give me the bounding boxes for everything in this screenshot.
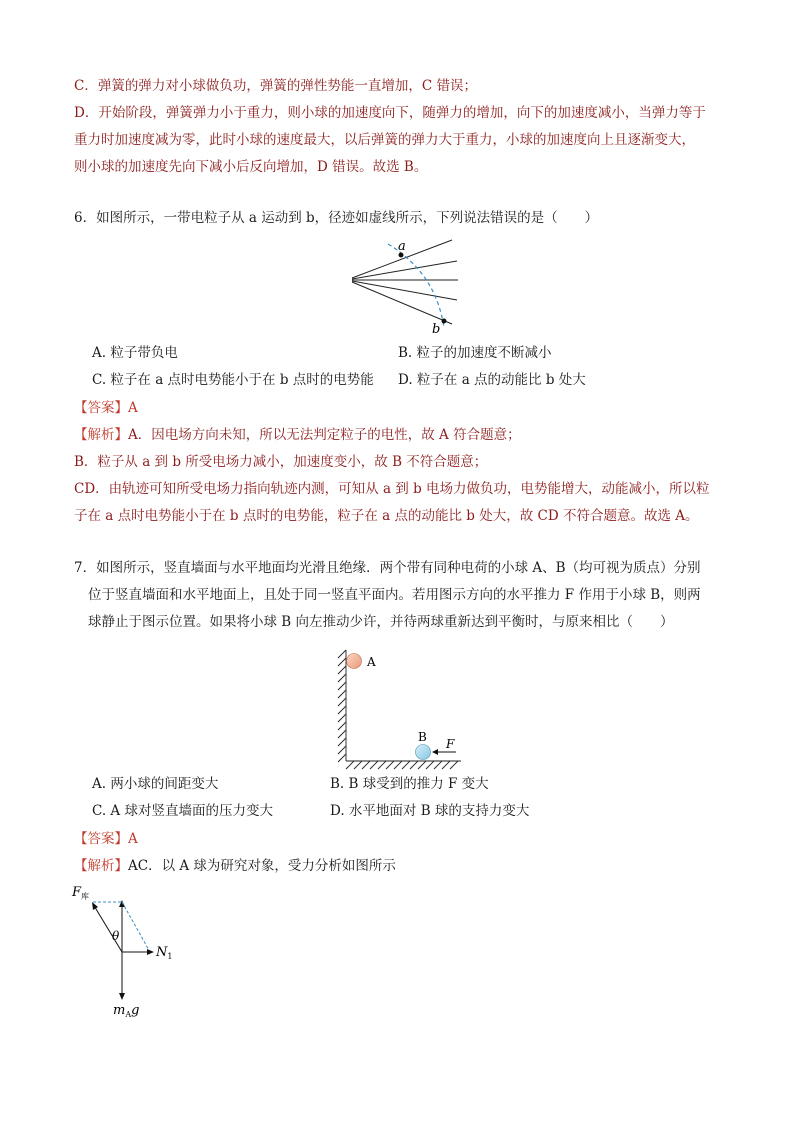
answer-value: A <box>128 400 138 416</box>
label-ball-a: A <box>367 655 376 669</box>
label-a: a <box>398 239 406 254</box>
prev-analysis-d-3: 则小球的加速度先向下减小后反向增加，D 错误。故选 B。 <box>74 159 428 175</box>
label-b: b <box>432 322 441 336</box>
ball-a <box>347 654 362 669</box>
analysis-tag: 【解析】 <box>74 427 128 443</box>
q6-stem: 6．如图所示，一带电粒子从 a 运动到 b，径迹如虚线所示，下列说法错误的是（ ） <box>74 210 599 226</box>
q7-stem-1: 7．如图所示，竖直墙面与水平地面均光滑且绝缘．两个带有同种电荷的小球 A、B（均可视为质点）分别 <box>74 560 701 576</box>
q6-analysis-3: CD．由轨迹可知所受电场力指向轨迹内测，可知从 a 到 b 电场力做负功，电势能增大，动能减小，所以粒 <box>74 481 710 497</box>
prev-analysis-d-2: 重力时加速度减为零，此时小球的速度最大，以后弹簧的弹力大于重力，小球的加速度向上且逐渐变大， <box>74 132 695 148</box>
analysis-text: AC．以 A 球为研究对象，受力分析如图所示 <box>128 858 396 874</box>
coulomb-force-arrow <box>93 904 122 952</box>
field-line-4 <box>352 281 457 300</box>
field-line-2 <box>352 261 457 279</box>
q6-analysis-4: 子在 a 点时电势能小于在 b 点时的电势能，粒子在 a 点的动能比 b 处大，故 CD 不符合题意。故选 A。 <box>74 508 699 524</box>
answer-tag: 【答案】 <box>74 400 128 416</box>
ball-b <box>416 745 431 760</box>
analysis-tag: 【解析】 <box>74 858 128 874</box>
analysis-text: A．因电场方向未知，所以无法判定粒子的电性，故 A 符合题意； <box>128 427 521 443</box>
answer-value: A <box>128 831 138 847</box>
dashed-right <box>122 902 150 952</box>
q6-option-a: A. 粒子带负电 <box>92 345 178 361</box>
force-diagram <box>70 880 180 1020</box>
label-weight: $m_Ag$ <box>113 1003 140 1019</box>
q7-stem-3: 球静止于图示位置。如果将小球 B 向左推动少许，并待两球重新达到平衡时，与原来相比（ ） <box>88 614 674 630</box>
q7-answer <box>74 829 138 849</box>
q7-option-d: D. 水平地面对 B 球的支持力变大 <box>330 803 530 819</box>
q6-analysis-2: B．粒子从 a 到 b 所受电场力减小，加速度变小，故 B 不符合题意； <box>74 454 488 470</box>
label-normal-force: $N_1$ <box>156 945 173 961</box>
q6-option-d: D. 粒子在 a 点的动能比 b 处大 <box>398 372 586 388</box>
label-ball-b: B <box>418 730 427 744</box>
label-force-f: F <box>446 737 455 751</box>
q6-option-c: C. 粒子在 a 点时电势能小于在 b 点时的电势能 <box>92 372 374 388</box>
q7-option-b: B. B 球受到的推力 F 变大 <box>330 776 489 792</box>
particle-trajectory <box>388 244 444 328</box>
point-b <box>442 319 447 324</box>
q7-analysis-1 <box>74 856 396 876</box>
force-f-arrowhead <box>432 749 438 755</box>
q6-option-b: B. 粒子的加速度不断减小 <box>398 345 552 361</box>
label-f-coulomb: $F_库$ <box>72 885 90 901</box>
label-theta: θ <box>112 929 120 943</box>
q7-option-c: C. A 球对竖直墙面的压力变大 <box>92 803 273 819</box>
q6-analysis-1 <box>74 425 521 445</box>
q7-option-a: A. 两小球的间距变大 <box>92 776 219 792</box>
q6-answer <box>74 398 138 418</box>
q7-figure <box>336 648 466 770</box>
q6-figure <box>340 228 470 336</box>
prev-analysis-c: C．弹簧的弹力对小球做负功，弹簧的弹性势能一直增加，C 错误； <box>74 78 477 94</box>
q7-stem-2: 位于竖直墙面和水平地面上，且处于同一竖直平面内。若用图示方向的水平推力 F 作用于小球 B，则两 <box>88 587 701 603</box>
prev-analysis-d-1: D．开始阶段，弹簧弹力小于重力，则小球的加速度向下，随弹力的增加，向下的加速度减小，当弹力等于 <box>74 105 706 121</box>
answer-tag: 【答案】 <box>74 831 128 847</box>
field-line-5 <box>352 282 452 324</box>
